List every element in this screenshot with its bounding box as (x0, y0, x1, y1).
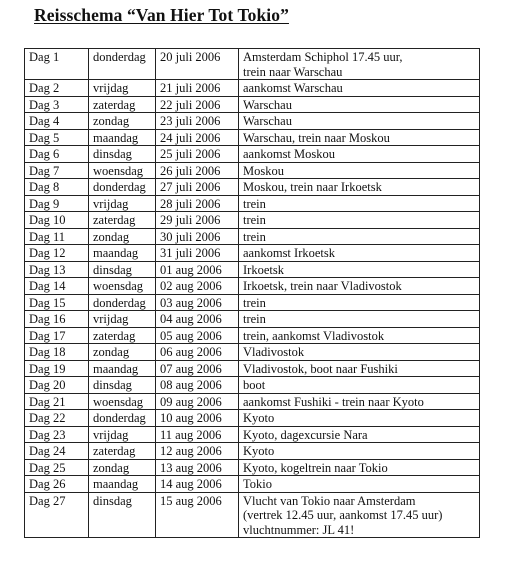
table-row (25, 179, 480, 196)
weekday-cell: vrijdag (89, 80, 156, 97)
description-cell (239, 245, 480, 262)
description-cell (239, 195, 480, 212)
table-row (25, 49, 480, 80)
weekday-cell: zondag (89, 113, 156, 130)
date-cell: 06 aug 2006 (156, 344, 239, 361)
day-cell: Dag 23 (25, 426, 89, 443)
weekday-cell: dinsdag (89, 261, 156, 278)
table-row (25, 377, 480, 394)
weekday-cell: woensdag (89, 162, 156, 179)
weekday-cell: woensdag (89, 393, 156, 410)
day-cell: Dag 25 (25, 459, 89, 476)
date-cell: 02 aug 2006 (156, 278, 239, 295)
description-line: trein (243, 312, 266, 326)
description-cell (239, 162, 480, 179)
schedule-body (25, 49, 480, 538)
date-cell: 10 aug 2006 (156, 410, 239, 427)
table-row (25, 129, 480, 146)
description-cell (239, 179, 480, 196)
date-cell: 12 aug 2006 (156, 443, 239, 460)
weekday-cell: zaterdag (89, 327, 156, 344)
description-cell (239, 96, 480, 113)
date-cell: 22 juli 2006 (156, 96, 239, 113)
day-cell: Dag 14 (25, 278, 89, 295)
weekday-cell: maandag (89, 476, 156, 493)
weekday-cell: dinsdag (89, 377, 156, 394)
date-cell: 31 juli 2006 (156, 245, 239, 262)
date-cell: 27 juli 2006 (156, 179, 239, 196)
description-cell (239, 426, 480, 443)
weekday-cell: donderdag (89, 49, 156, 80)
weekday-cell: zaterdag (89, 96, 156, 113)
description-cell (239, 146, 480, 163)
weekday-cell: vrijdag (89, 311, 156, 328)
day-cell: Dag 17 (25, 327, 89, 344)
description-cell (239, 311, 480, 328)
day-cell: Dag 22 (25, 410, 89, 427)
weekday-cell: vrijdag (89, 426, 156, 443)
day-cell: Dag 2 (25, 80, 89, 97)
date-cell: 05 aug 2006 (156, 327, 239, 344)
day-cell: Dag 24 (25, 443, 89, 460)
table-row (25, 212, 480, 229)
description-line: Irkoetsk, trein naar Vladivostok (243, 279, 402, 293)
description-cell (239, 344, 480, 361)
description-cell (239, 80, 480, 97)
day-cell: Dag 13 (25, 261, 89, 278)
weekday-cell: zaterdag (89, 212, 156, 229)
table-row (25, 80, 480, 97)
table-row (25, 113, 480, 130)
day-cell: Dag 7 (25, 162, 89, 179)
weekday-cell: maandag (89, 245, 156, 262)
weekday-cell: maandag (89, 360, 156, 377)
day-cell: Dag 4 (25, 113, 89, 130)
description-line: Amsterdam Schiphol 17.45 uur, (243, 50, 403, 64)
date-cell: 20 juli 2006 (156, 49, 239, 80)
table-row (25, 228, 480, 245)
description-line: trein (243, 196, 266, 211)
date-cell: 26 juli 2006 (156, 162, 239, 179)
day-cell: Dag 5 (25, 129, 89, 146)
description-cell (239, 327, 480, 344)
date-cell: 01 aug 2006 (156, 261, 239, 278)
description-cell (239, 129, 480, 146)
description-line: Tokio (243, 477, 272, 491)
description-cell (239, 212, 480, 229)
day-cell: Dag 19 (25, 360, 89, 377)
description-line: trein naar Warschau (243, 64, 343, 79)
day-cell: Dag 27 (25, 492, 89, 538)
description-line: Warschau (243, 97, 292, 112)
table-row (25, 492, 480, 538)
day-cell: Dag 12 (25, 245, 89, 262)
date-cell: 15 aug 2006 (156, 492, 239, 538)
description-cell (239, 113, 480, 130)
table-row (25, 327, 480, 344)
day-cell: Dag 10 (25, 212, 89, 229)
table-row (25, 96, 480, 113)
description-cell (239, 393, 480, 410)
day-cell: Dag 18 (25, 344, 89, 361)
table-row (25, 426, 480, 443)
table-row (25, 410, 480, 427)
day-cell: Dag 16 (25, 311, 89, 328)
description-line: (vertrek 12.45 uur, aankomst 17.45 uur) (243, 508, 443, 522)
table-row (25, 162, 480, 179)
description-cell (239, 377, 480, 394)
date-cell: 29 juli 2006 (156, 212, 239, 229)
day-cell: Dag 11 (25, 228, 89, 245)
table-row (25, 278, 480, 295)
description-line: aankomst Irkoetsk (243, 246, 335, 260)
weekday-cell: zondag (89, 228, 156, 245)
date-cell: 24 juli 2006 (156, 129, 239, 146)
day-cell: Dag 8 (25, 179, 89, 196)
table-row (25, 195, 480, 212)
table-row (25, 146, 480, 163)
description-cell (239, 476, 480, 493)
weekday-cell: vrijdag (89, 195, 156, 212)
date-cell: 11 aug 2006 (156, 426, 239, 443)
date-cell: 04 aug 2006 (156, 311, 239, 328)
description-line: Kyoto, dagexcursie Nara (243, 427, 368, 442)
date-cell: 25 juli 2006 (156, 146, 239, 163)
description-line: trein, aankomst Vladivostok (243, 328, 385, 343)
date-cell: 13 aug 2006 (156, 459, 239, 476)
weekday-cell: woensdag (89, 278, 156, 295)
description-line: Vladivostok (243, 345, 305, 359)
table-row (25, 393, 480, 410)
weekday-cell: zondag (89, 344, 156, 361)
description-cell (239, 459, 480, 476)
description-cell (239, 492, 480, 538)
weekday-cell: donderdag (89, 179, 156, 196)
date-cell: 09 aug 2006 (156, 393, 239, 410)
description-line: Moskou (243, 163, 284, 178)
travel-schedule-table (24, 48, 480, 538)
weekday-cell: donderdag (89, 410, 156, 427)
description-line: Warschau, trein naar Moskou (243, 130, 390, 145)
description-line: aankomst Fushiki - trein naar Kyoto (243, 394, 424, 409)
day-cell: Dag 26 (25, 476, 89, 493)
table-row (25, 476, 480, 493)
table-row (25, 311, 480, 328)
date-cell: 07 aug 2006 (156, 360, 239, 377)
description-cell (239, 228, 480, 245)
day-cell: Dag 6 (25, 146, 89, 163)
day-cell: Dag 9 (25, 195, 89, 212)
table-row (25, 294, 480, 311)
description-line: Kyoto (243, 411, 275, 425)
description-line: trein (243, 229, 266, 244)
table-row (25, 360, 480, 377)
date-cell: 21 juli 2006 (156, 80, 239, 97)
description-cell (239, 261, 480, 278)
description-line: aankomst Moskou (243, 147, 336, 161)
table-row (25, 245, 480, 262)
date-cell: 08 aug 2006 (156, 377, 239, 394)
description-cell (239, 294, 480, 311)
description-cell (239, 443, 480, 460)
description-line: Vladivostok, boot naar Fushiki (243, 361, 398, 376)
description-line: Irkoetsk (243, 262, 284, 277)
weekday-cell: dinsdag (89, 146, 156, 163)
day-cell: Dag 21 (25, 393, 89, 410)
description-cell (239, 278, 480, 295)
day-cell: Dag 20 (25, 377, 89, 394)
date-cell: 14 aug 2006 (156, 476, 239, 493)
description-line: trein (243, 213, 266, 227)
weekday-cell: maandag (89, 129, 156, 146)
description-line: Vlucht van Tokio naar Amsterdam (243, 493, 416, 508)
description-line: aankomst Warschau (243, 81, 343, 95)
date-cell: 28 juli 2006 (156, 195, 239, 212)
description-line: Warschau (243, 114, 292, 128)
description-line: Moskou, trein naar Irkoetsk (243, 180, 382, 194)
table-row (25, 459, 480, 476)
table-row (25, 344, 480, 361)
weekday-cell: donderdag (89, 294, 156, 311)
description-line: boot (243, 378, 266, 392)
date-cell: 03 aug 2006 (156, 294, 239, 311)
description-line: Kyoto (243, 444, 275, 458)
description-cell (239, 360, 480, 377)
description-line: trein (243, 295, 266, 310)
weekday-cell: dinsdag (89, 492, 156, 538)
table-row (25, 443, 480, 460)
description-cell (239, 410, 480, 427)
description-line: vluchtnummer: JL 41! (243, 522, 355, 537)
table-row (25, 261, 480, 278)
date-cell: 30 juli 2006 (156, 228, 239, 245)
weekday-cell: zaterdag (89, 443, 156, 460)
description-cell (239, 49, 480, 80)
description-line: Kyoto, kogeltrein naar Tokio (243, 460, 388, 475)
day-cell: Dag 3 (25, 96, 89, 113)
day-cell: Dag 15 (25, 294, 89, 311)
day-cell: Dag 1 (25, 49, 89, 80)
weekday-cell: zondag (89, 459, 156, 476)
document-title: Reisschema “Van Hier Tot Tokio” (34, 5, 289, 25)
date-cell: 23 juli 2006 (156, 113, 239, 130)
